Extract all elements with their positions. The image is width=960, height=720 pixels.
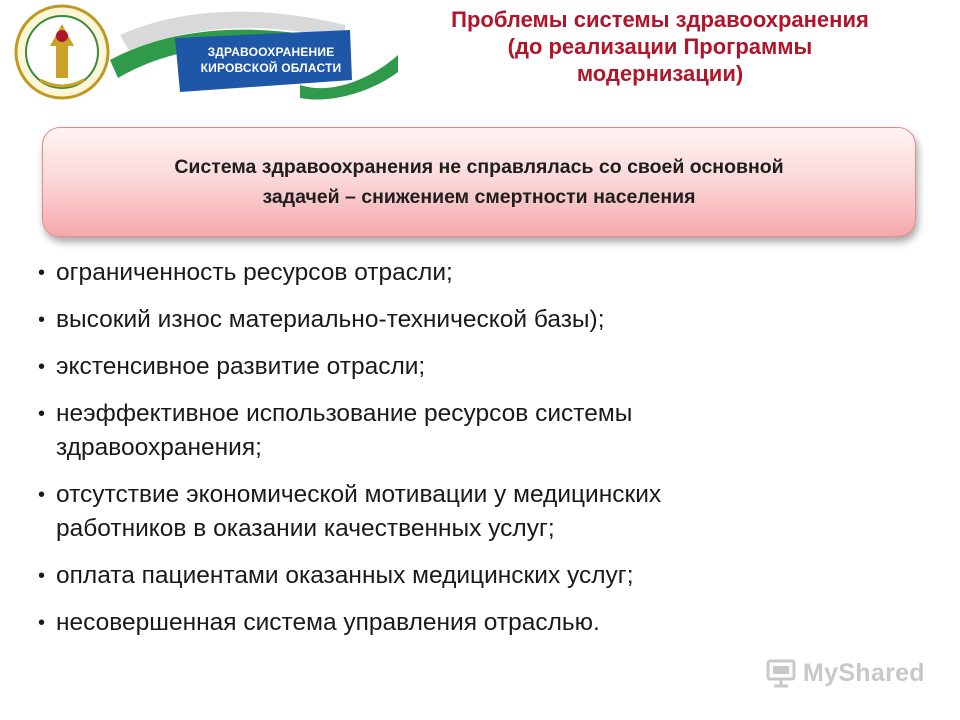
highlight-text <box>174 152 783 212</box>
highlight-box <box>42 127 916 237</box>
header-logo <box>0 0 400 110</box>
title-line-2: (до реализации Программы <box>507 34 813 59</box>
list-item <box>38 397 928 465</box>
list-item-text: • отсутствие экономической мотивации у медицинских <box>56 481 662 508</box>
logo-text <box>186 44 356 76</box>
problem-list <box>38 256 928 653</box>
list-item <box>38 478 928 546</box>
title-line-1: Проблемы системы здравоохранения <box>451 7 869 32</box>
list-item <box>38 606 928 640</box>
highlight-line-2: задачей – снижением смертности населения <box>262 186 696 208</box>
logo-line-2: КИРОВСКОЙ ОБЛАСТИ <box>200 61 342 75</box>
presentation-icon <box>765 658 797 688</box>
title-line-3: модернизации) <box>576 61 744 86</box>
list-item-text: • несовершенная система управления отраслью. <box>56 609 600 636</box>
list-item-text: • высокий износ материально-технической базы); <box>56 306 605 333</box>
watermark-text: MyShared <box>803 658 925 687</box>
list-item-text: • неэффективное использование ресурсов системы <box>56 400 633 427</box>
highlight-line-1: Система здравоохранения не справлялась со своей основной <box>174 156 784 178</box>
list-item <box>38 256 928 290</box>
list-item-text: работников в оказании качественных услуг; <box>56 515 555 542</box>
logo-line-1: ЗДРАВООХРАНЕНИЕ <box>207 45 335 59</box>
list-item-text: здравоохранения; <box>56 434 262 461</box>
list-item <box>38 350 928 384</box>
list-item-text: • экстенсивное развитие отрасли; <box>56 353 426 380</box>
list-item-text: • оплата пациентами оказанных медицинских услуг; <box>56 562 634 589</box>
list-item <box>38 559 928 593</box>
slide-title <box>380 6 940 87</box>
watermark <box>765 655 925 691</box>
list-item <box>38 303 928 337</box>
list-item-text: • ограниченность ресурсов отрасли; <box>56 259 453 286</box>
emblem-icon <box>16 6 108 98</box>
